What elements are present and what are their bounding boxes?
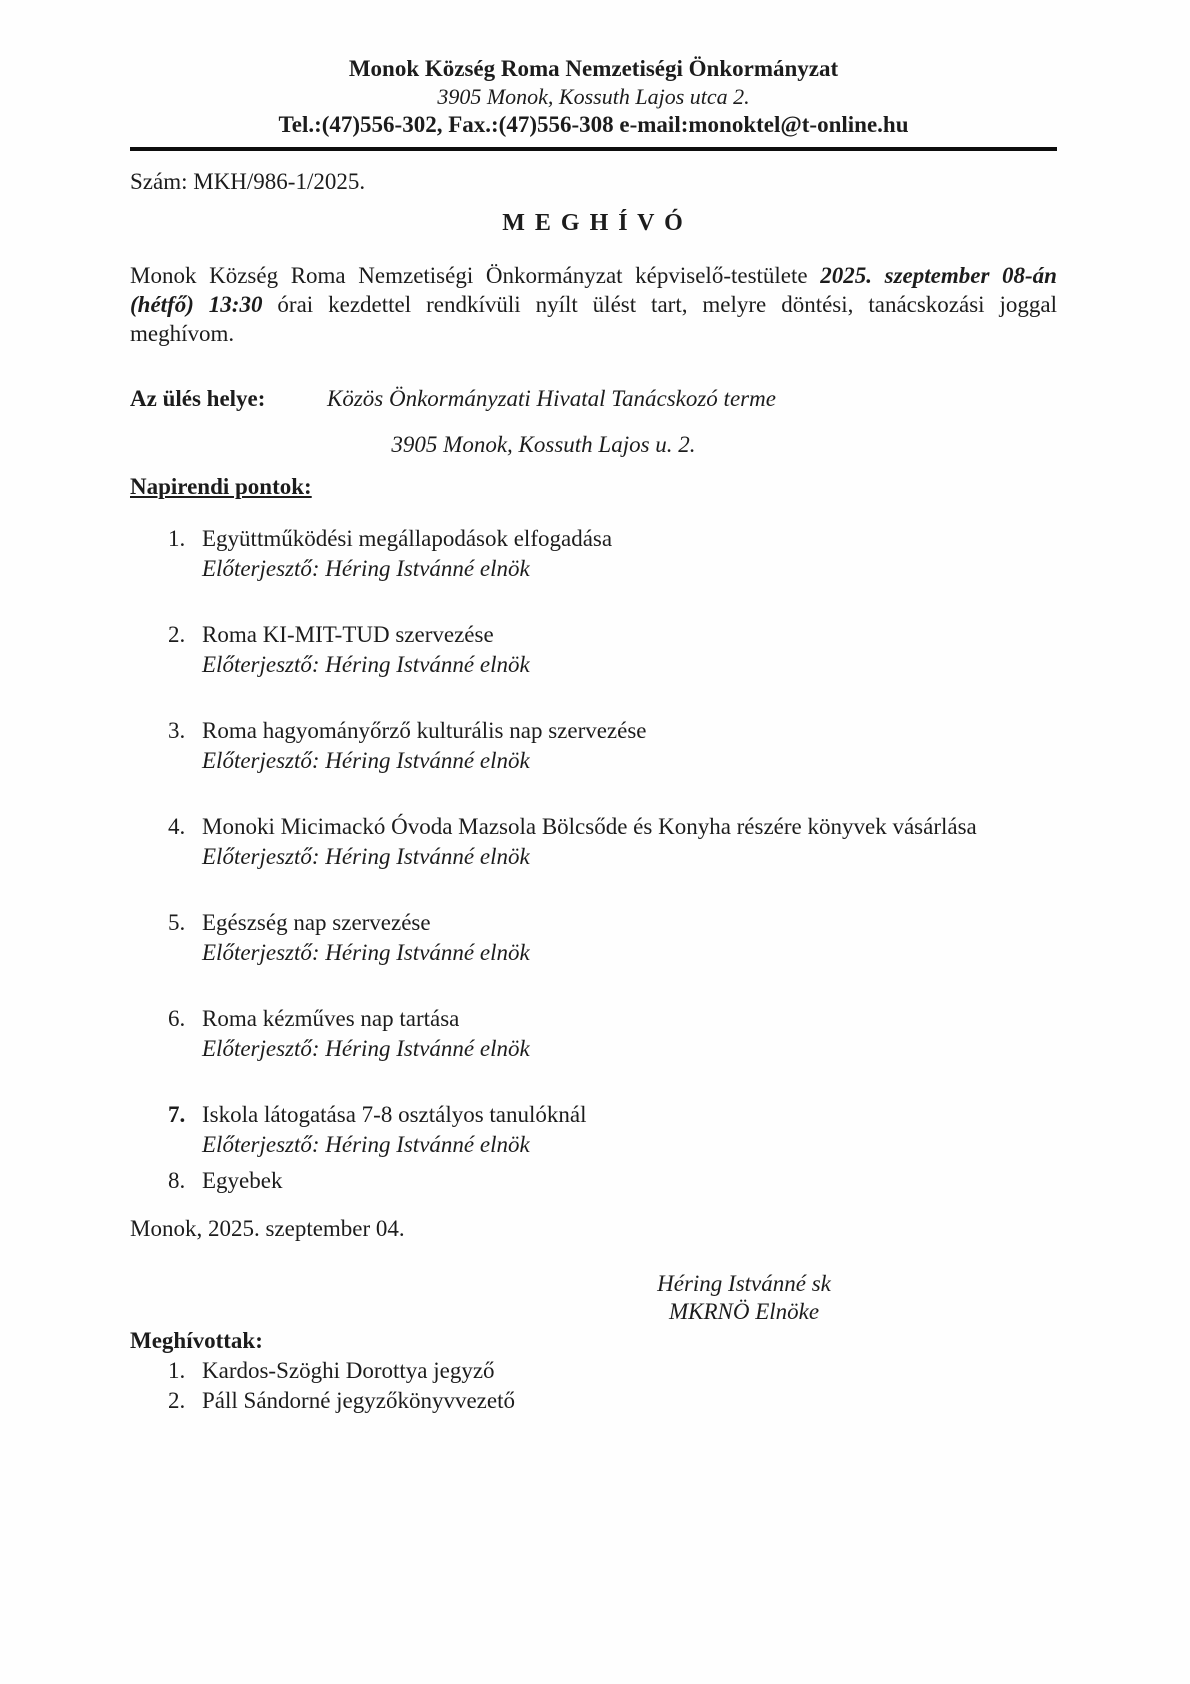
agenda-item-title: Roma kézműves nap tartása [202, 1006, 460, 1031]
agenda-item-4 [168, 812, 1057, 872]
agenda-item-1 [168, 524, 1057, 584]
agenda-item-title: Együttműködési megállapodások elfogadása [202, 526, 613, 551]
agenda-item-line [168, 908, 1057, 938]
agenda-item-2 [168, 620, 1057, 680]
agenda-item-number: 2. [168, 622, 186, 647]
agenda-item-presenter: Előterjesztő: Héring Istvánné elnök [202, 1036, 530, 1061]
signature-block [624, 1270, 864, 1326]
agenda-item-line [168, 1166, 1057, 1196]
ref-number: Szám: MKH/986-1/2025. [130, 169, 366, 194]
date-line: Monok, 2025. szeptember 04. [130, 1216, 405, 1241]
agenda-item-presenter: Előterjesztő: Héring Istvánné elnök [202, 1132, 530, 1157]
letterhead [130, 55, 1057, 139]
agenda-item-title: Iskola látogatása 7-8 osztályos tanulóknál [202, 1102, 587, 1127]
agenda-item-presenter: Előterjesztő: Héring Istvánné elnök [202, 940, 530, 965]
agenda-item-number: 6. [168, 1006, 186, 1031]
agenda-item-7 [168, 1100, 1057, 1160]
agenda-item-line [168, 620, 1057, 650]
agenda-item-number: 5. [168, 910, 186, 935]
org-contact: Tel.:(47)556-302, Fax.:(47)556-308 e-mail:monoktel@t-online.hu [278, 112, 909, 137]
invitee-number: 1. [168, 1358, 186, 1383]
document-title: M E G H Í V Ó [502, 210, 685, 236]
agenda-item-presenter: Előterjesztő: Héring Istvánné elnök [202, 844, 530, 869]
invitee-number: 2. [168, 1388, 186, 1413]
meeting-datetime: 2025. szeptember 08-án (hétfő) 13:30 [130, 263, 1057, 317]
agenda-item-title: Roma KI-MIT-TUD szervezése [202, 622, 494, 647]
agenda-item-title: Egyebek [202, 1168, 283, 1193]
invitee-name: Páll Sándorné jegyzőkönyvvezető [202, 1388, 515, 1413]
intro-paragraph [130, 261, 1057, 348]
agenda-list [130, 524, 1057, 1196]
header-rule [130, 147, 1057, 151]
agenda-item-line [168, 1004, 1057, 1034]
invitee-name: Kardos-Szöghi Dorottya jegyző [202, 1358, 495, 1383]
meeting-location-label: Az ülés helye: [130, 386, 266, 411]
agenda-item-8 [168, 1166, 1057, 1196]
meeting-location-venue: Közös Önkormányzati Hivatal Tanácskozó terme [327, 386, 776, 411]
agenda-item-number: 8. [168, 1168, 186, 1193]
agenda-item-line [168, 1100, 1057, 1130]
org-address: 3905 Monok, Kossuth Lajos utca 2. [437, 84, 750, 109]
invitees-list [130, 1356, 1057, 1416]
agenda-item-line [168, 812, 1057, 842]
agenda-item-title: Roma hagyományőrző kulturális nap szervezése [202, 718, 647, 743]
agenda-item-presenter: Előterjesztő: Héring Istvánné elnök [202, 652, 530, 677]
agenda-item-3 [168, 716, 1057, 776]
intro-text-start: Monok Község Roma Nemzetiségi Önkormányzat képviselő-testülete [130, 263, 821, 288]
invitee-item-1 [168, 1356, 1057, 1386]
invitees-heading: Meghívottak: [130, 1328, 263, 1353]
agenda-item-presenter: Előterjesztő: Héring Istvánné elnök [202, 556, 530, 581]
intro-text-end: órai kezdettel rendkívüli nyílt ülést tart, melyre döntési, tanácskozási joggal meghívom. [130, 292, 1057, 346]
agenda-item-number: 7. [168, 1102, 186, 1127]
org-name: Monok Község Roma Nemzetiségi Önkormányzat [348, 56, 839, 81]
invitee-item-2 [168, 1386, 1057, 1416]
signature-name: Héring Istvánné sk [657, 1271, 831, 1296]
agenda-item-title: Egészség nap szervezése [202, 910, 431, 935]
meeting-location-row [130, 384, 1057, 414]
agenda-item-title: Monoki Micimackó Óvoda Mazsola Bölcsőde és Konyha részére könyvek vásárlása [202, 814, 977, 839]
agenda-item-number: 4. [168, 814, 186, 839]
agenda-item-5 [168, 908, 1057, 968]
signature-title: MKRNÖ Elnöke [668, 1299, 820, 1324]
agenda-item-presenter: Előterjesztő: Héring Istvánné elnök [202, 748, 530, 773]
meeting-location-address: 3905 Monok, Kossuth Lajos u. 2. [391, 432, 696, 457]
agenda-item-line [168, 524, 1057, 554]
agenda-heading: Napirendi pontok: [130, 474, 312, 499]
agenda-item-line [168, 716, 1057, 746]
agenda-item-number: 1. [168, 526, 186, 551]
agenda-item-number: 3. [168, 718, 186, 743]
agenda-item-6 [168, 1004, 1057, 1064]
